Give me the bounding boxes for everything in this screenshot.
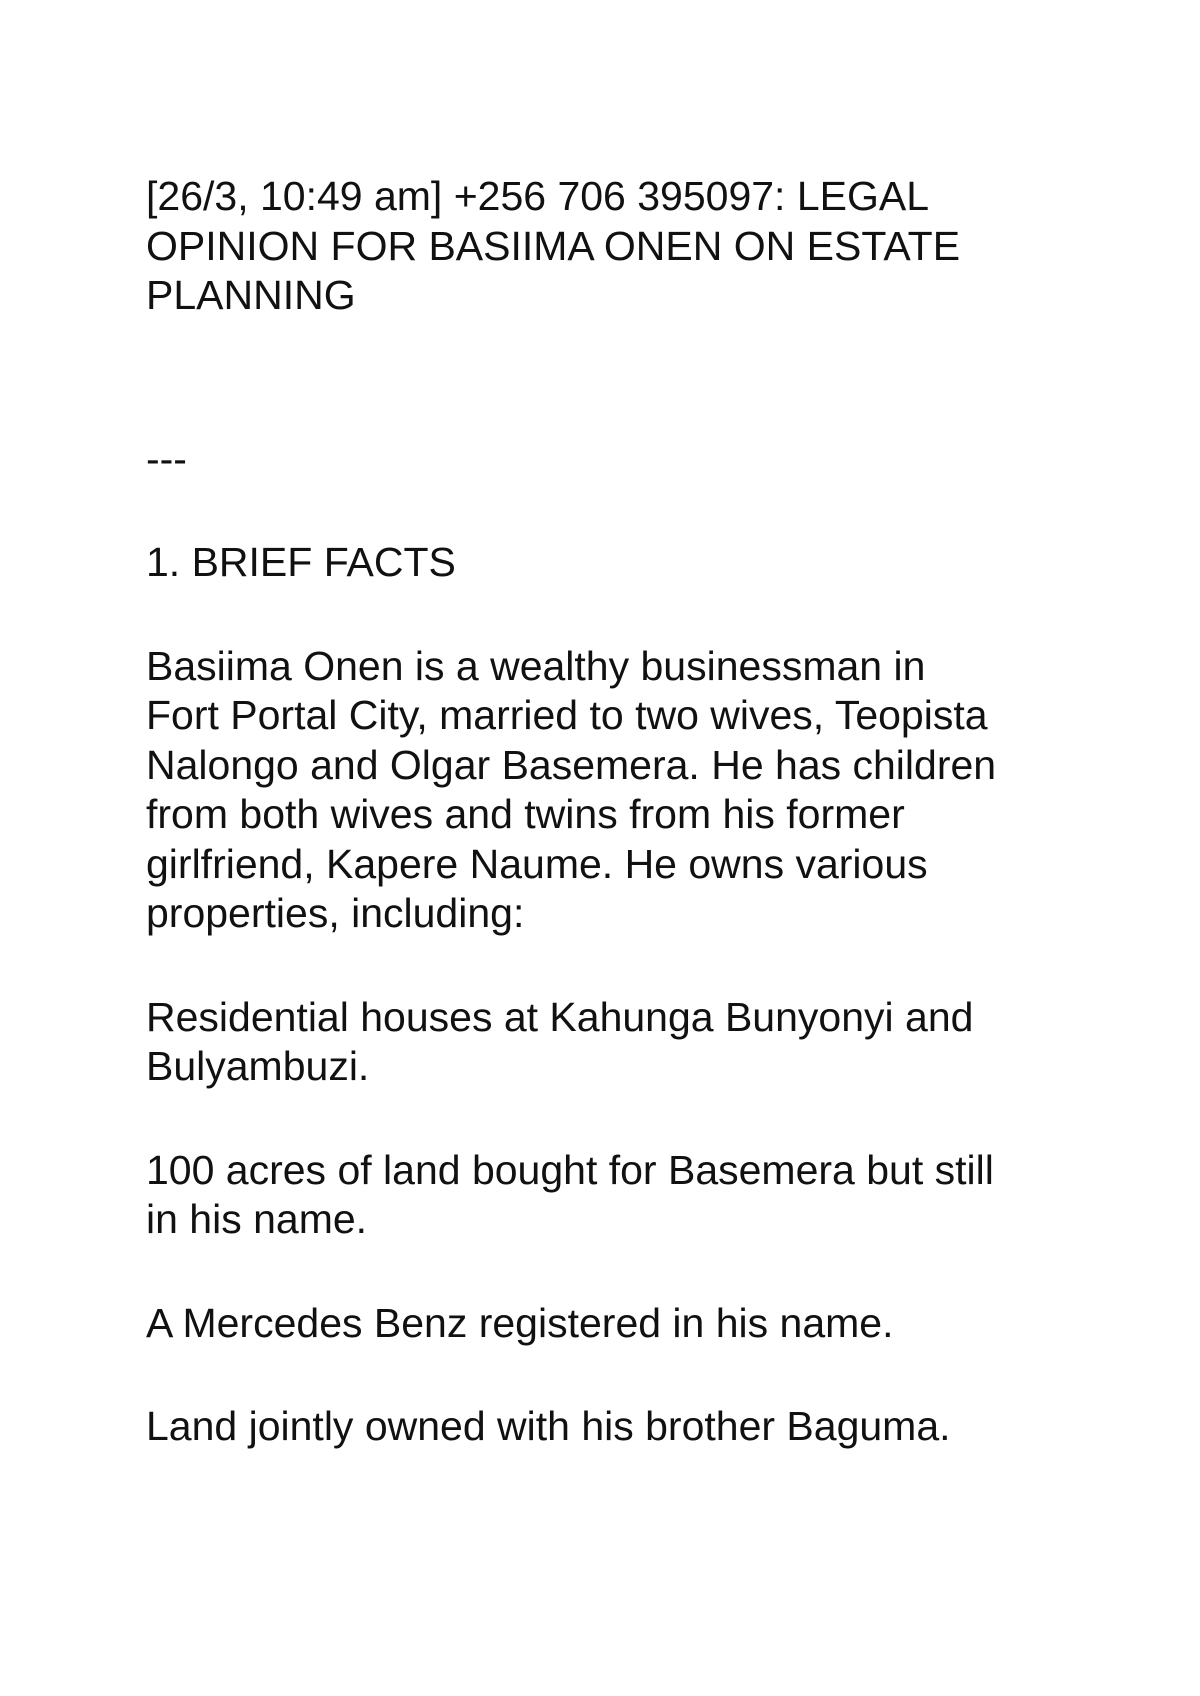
paragraph-facts: Basiima Onen is a wealthy businessman in Fort Portal City, married to two wives, Teopista Nalongo and Olgar Basemera. He has children from both wives and twins from his former girlfriend, Kapere Naume. He owns various properties, including:: [146, 642, 997, 936]
paragraph-vehicle: A Mercedes Benz registered in his name.: [146, 1299, 894, 1346]
separator: ---: [146, 435, 187, 482]
document-page: [146, 172, 1066, 1506]
paragraph-residential-houses: Residential houses at Kahunga Bunyonyi and Bulyambuzi.: [146, 993, 974, 1089]
paragraph-land: 100 acres of land bought for Basemera but still in his name.: [146, 1146, 994, 1242]
section-heading: 1. BRIEF FACTS: [146, 539, 456, 585]
document-header: [26/3, 10:49 am] +256 706 395097: LEGAL OPINION FOR BASIIMA ONEN ON ESTATE PLANNING: [146, 173, 961, 318]
paragraph-joint-land: Land jointly owned with his brother Baguma.: [146, 1403, 951, 1449]
